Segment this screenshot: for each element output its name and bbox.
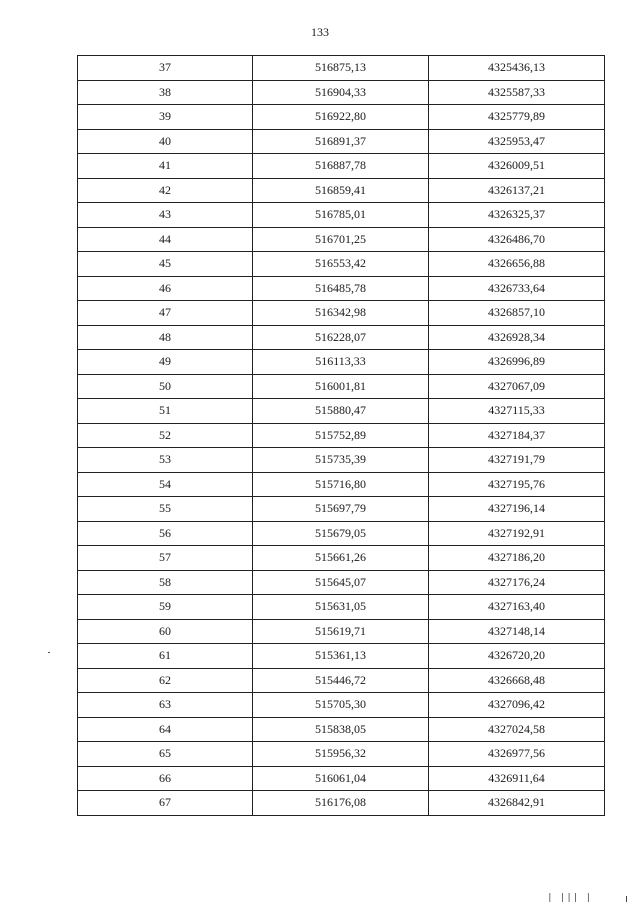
point-number-cell: 52 xyxy=(78,423,253,448)
x-coordinate-cell: 516001,81 xyxy=(253,374,429,399)
table-row xyxy=(78,791,605,816)
x-coordinate-cell: 516904,33 xyxy=(253,80,429,105)
x-coordinate-cell: 515679,05 xyxy=(253,521,429,546)
table-row xyxy=(78,301,605,326)
table-row xyxy=(78,178,605,203)
table-row xyxy=(78,252,605,277)
table-row xyxy=(78,472,605,497)
point-number-cell: 41 xyxy=(78,154,253,179)
y-coordinate-cell: 4325953,47 xyxy=(429,129,605,154)
footer-tick xyxy=(626,896,627,902)
point-number-cell: 54 xyxy=(78,472,253,497)
y-coordinate-cell: 4327024,58 xyxy=(429,717,605,742)
point-number-cell: 57 xyxy=(78,546,253,571)
point-number-cell: 44 xyxy=(78,227,253,252)
table-row xyxy=(78,766,605,791)
x-coordinate-cell: 515446,72 xyxy=(253,668,429,693)
y-coordinate-cell: 4327163,40 xyxy=(429,595,605,620)
x-coordinate-cell: 515705,30 xyxy=(253,693,429,718)
point-number-cell: 58 xyxy=(78,570,253,595)
point-number-cell: 46 xyxy=(78,276,253,301)
table-row xyxy=(78,276,605,301)
y-coordinate-cell: 4326009,51 xyxy=(429,154,605,179)
y-coordinate-cell: 4326928,34 xyxy=(429,325,605,350)
point-number-cell: 42 xyxy=(78,178,253,203)
point-number-cell: 64 xyxy=(78,717,253,742)
x-coordinate-cell: 515735,39 xyxy=(253,448,429,473)
point-number-cell: 66 xyxy=(78,766,253,791)
page-number: 133 xyxy=(311,25,329,39)
y-coordinate-cell: 4326733,64 xyxy=(429,276,605,301)
table-row xyxy=(78,374,605,399)
point-number-cell: 67 xyxy=(78,791,253,816)
x-coordinate-cell: 515956,32 xyxy=(253,742,429,767)
x-coordinate-cell: 516922,80 xyxy=(253,105,429,130)
table-row xyxy=(78,619,605,644)
y-coordinate-cell: 4325779,89 xyxy=(429,105,605,130)
table-row xyxy=(78,693,605,718)
y-coordinate-cell: 4327176,24 xyxy=(429,570,605,595)
point-number-cell: 63 xyxy=(78,693,253,718)
table-row xyxy=(78,595,605,620)
x-coordinate-cell: 515716,80 xyxy=(253,472,429,497)
x-coordinate-cell: 516785,01 xyxy=(253,203,429,228)
y-coordinate-cell: 4327186,20 xyxy=(429,546,605,571)
y-coordinate-cell: 4327196,14 xyxy=(429,497,605,522)
table-row xyxy=(78,325,605,350)
point-number-cell: 51 xyxy=(78,399,253,424)
x-coordinate-cell: 516891,37 xyxy=(253,129,429,154)
y-coordinate-cell: 4326857,10 xyxy=(429,301,605,326)
point-number-cell: 65 xyxy=(78,742,253,767)
table-row xyxy=(78,56,605,81)
point-number-cell: 56 xyxy=(78,521,253,546)
y-coordinate-cell: 4326720,20 xyxy=(429,644,605,669)
x-coordinate-cell: 516228,07 xyxy=(253,325,429,350)
x-coordinate-cell: 516176,08 xyxy=(253,791,429,816)
coordinates-table xyxy=(77,55,605,816)
y-coordinate-cell: 4325587,33 xyxy=(429,80,605,105)
y-coordinate-cell: 4326137,21 xyxy=(429,178,605,203)
x-coordinate-cell: 516553,42 xyxy=(253,252,429,277)
point-number-cell: 55 xyxy=(78,497,253,522)
point-number-cell: 62 xyxy=(78,668,253,693)
point-number-cell: 43 xyxy=(78,203,253,228)
point-number-cell: 53 xyxy=(78,448,253,473)
table-row xyxy=(78,399,605,424)
x-coordinate-cell: 515645,07 xyxy=(253,570,429,595)
table-row xyxy=(78,742,605,767)
x-coordinate-cell: 516887,78 xyxy=(253,154,429,179)
table-row xyxy=(78,668,605,693)
y-coordinate-cell: 4326977,56 xyxy=(429,742,605,767)
x-coordinate-cell: 515631,05 xyxy=(253,595,429,620)
table-row xyxy=(78,423,605,448)
y-coordinate-cell: 4327096,42 xyxy=(429,693,605,718)
x-coordinate-cell: 516113,33 xyxy=(253,350,429,375)
table-row xyxy=(78,129,605,154)
y-coordinate-cell: 4325436,13 xyxy=(429,56,605,81)
x-coordinate-cell: 516485,78 xyxy=(253,276,429,301)
y-coordinate-cell: 4327184,37 xyxy=(429,423,605,448)
x-coordinate-cell: 515838,05 xyxy=(253,717,429,742)
y-coordinate-cell: 4326842,91 xyxy=(429,791,605,816)
table-row xyxy=(78,203,605,228)
table-row xyxy=(78,350,605,375)
point-number-cell: 50 xyxy=(78,374,253,399)
y-coordinate-cell: 4326668,48 xyxy=(429,668,605,693)
table-row xyxy=(78,546,605,571)
table-row xyxy=(78,105,605,130)
point-number-cell: 47 xyxy=(78,301,253,326)
x-coordinate-cell: 515880,47 xyxy=(253,399,429,424)
table-row xyxy=(78,497,605,522)
x-coordinate-cell: 516342,98 xyxy=(253,301,429,326)
point-number-cell: 59 xyxy=(78,595,253,620)
x-coordinate-cell: 516875,13 xyxy=(253,56,429,81)
x-coordinate-cell: 515619,71 xyxy=(253,619,429,644)
table-row xyxy=(78,570,605,595)
scan-mark xyxy=(48,652,50,653)
y-coordinate-cell: 4327115,33 xyxy=(429,399,605,424)
table-row xyxy=(78,227,605,252)
coordinates-table-body xyxy=(78,56,605,816)
x-coordinate-cell: 516859,41 xyxy=(253,178,429,203)
x-coordinate-cell: 515697,79 xyxy=(253,497,429,522)
point-number-cell: 48 xyxy=(78,325,253,350)
x-coordinate-cell: 515361,13 xyxy=(253,644,429,669)
x-coordinate-cell: 516701,25 xyxy=(253,227,429,252)
y-coordinate-cell: 4326911,64 xyxy=(429,766,605,791)
point-number-cell: 40 xyxy=(78,129,253,154)
y-coordinate-cell: 4326486,70 xyxy=(429,227,605,252)
y-coordinate-cell: 4326996,89 xyxy=(429,350,605,375)
point-number-cell: 37 xyxy=(78,56,253,81)
y-coordinate-cell: 4327191,79 xyxy=(429,448,605,473)
point-number-cell: 45 xyxy=(78,252,253,277)
point-number-cell: 60 xyxy=(78,619,253,644)
y-coordinate-cell: 4326325,37 xyxy=(429,203,605,228)
x-coordinate-cell: 515661,26 xyxy=(253,546,429,571)
x-coordinate-cell: 516061,04 xyxy=(253,766,429,791)
table-row xyxy=(78,717,605,742)
table-row xyxy=(78,448,605,473)
y-coordinate-cell: 4326656,88 xyxy=(429,252,605,277)
y-coordinate-cell: 4327195,76 xyxy=(429,472,605,497)
footer-mark: | ||| | xyxy=(547,893,592,903)
table-row xyxy=(78,80,605,105)
table-row xyxy=(78,154,605,179)
point-number-cell: 61 xyxy=(78,644,253,669)
table-row xyxy=(78,521,605,546)
point-number-cell: 38 xyxy=(78,80,253,105)
point-number-cell: 49 xyxy=(78,350,253,375)
x-coordinate-cell: 515752,89 xyxy=(253,423,429,448)
y-coordinate-cell: 4327067,09 xyxy=(429,374,605,399)
point-number-cell: 39 xyxy=(78,105,253,130)
y-coordinate-cell: 4327192,91 xyxy=(429,521,605,546)
y-coordinate-cell: 4327148,14 xyxy=(429,619,605,644)
table-row xyxy=(78,644,605,669)
